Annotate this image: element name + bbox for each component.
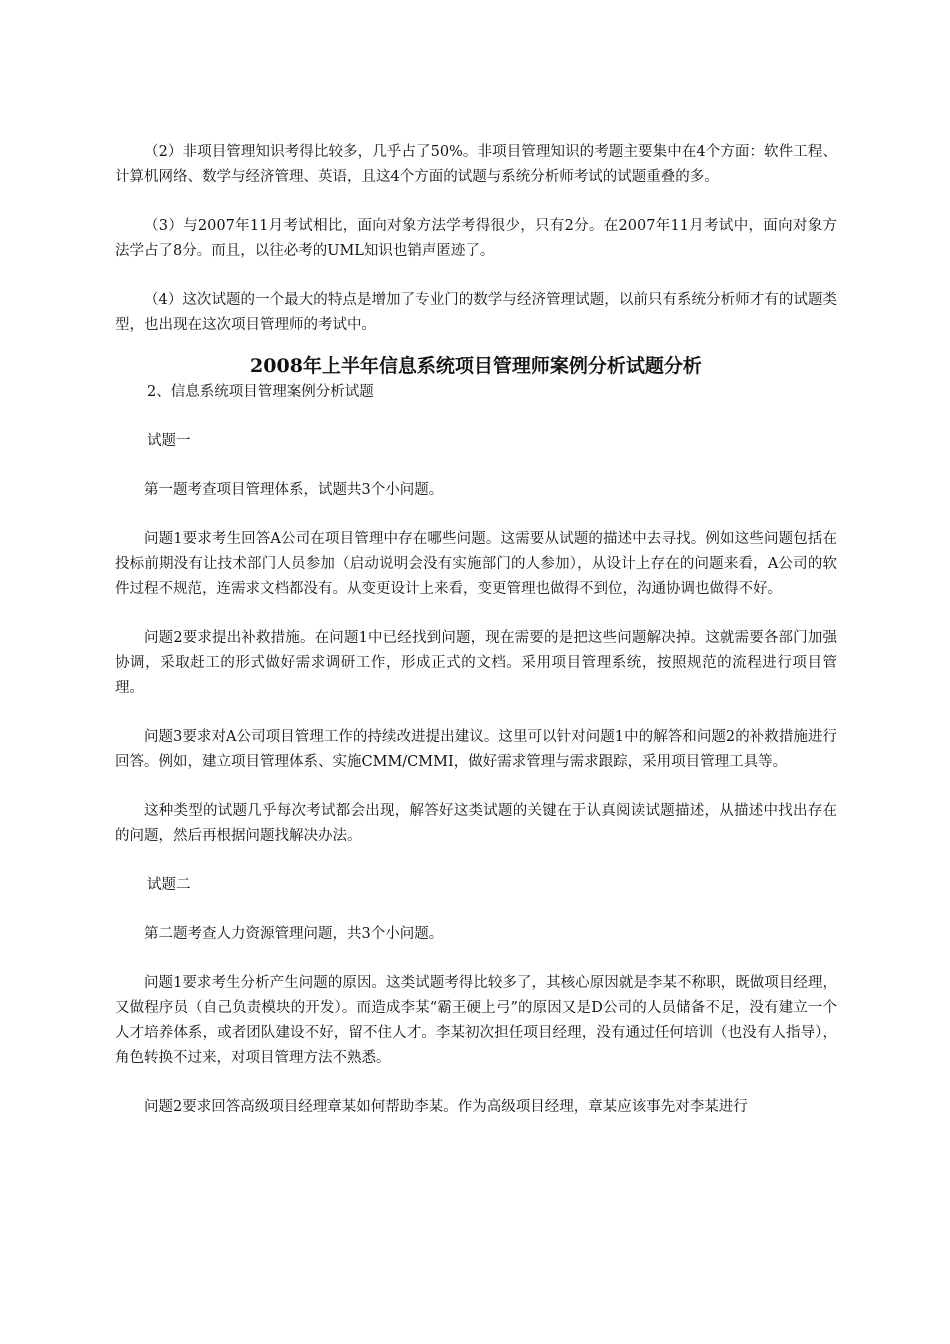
question-1-intro: 第一题考查项目管理体系，试题共3个小问题。 [144,482,444,498]
question-1-problem-2: 问题2要求提出补救措施。在问题1中已经找到问题，现在需要的是把这些问题解决掉。这就需要各部门加强协调，采取赶工的形式做好需求调研工作，形成正式的文档。采用项目管理系统，按照规范的流程进行项目管理。 [115,630,837,696]
question-1-problem-3: 问题3要求对A公司项目管理工作的持续改进提出建议。这里可以针对问题1中的解答和问题2的补救措施进行回答。例如，建立项目管理体系、实施CMM/CMMI，做好需求管理与需求跟踪，采用项目管理工具等。 [115,729,837,770]
paragraph-point-4: （4）这次试题的一个最大的特点是增加了专业门的数学与经济管理试题，以前只有系统分析师才有的试题类型，也出现在这次项目管理师的考试中。 [115,292,837,333]
section-title: 2008年上半年信息系统项目管理师案例分析试题分析 [250,355,702,377]
question-1-heading: 试题一 [147,433,191,449]
section-subtitle: 2、信息系统项目管理案例分析试题 [147,384,374,400]
paragraph-point-2: （2）非项目管理知识考得比较多，几乎占了50%。非项目管理知识的考题主要集中在4个方面：软件工程、计算机网络、数学与经济管理、英语，且这4个方面的试题与系统分析师考试的试题重叠的多。 [115,144,837,185]
question-2-problem-1: 问题1要求考生分析产生问题的原因。这类试题考得比较多了，其核心原因就是李某不称职，既做项目经理，又做程序员（自己负责模块的开发）。而造成李某“霸王硬上弓”的原因又是D公司的人员储备不足，没有建立一个人才培养体系，或者团队建设不好，留不住人才。李某初次担任项目经理，没有通过任何培训（也没有人指导），角色转换不过来，对项目管理方法不熟悉。 [115,975,837,1066]
question-2-intro: 第二题考查人力资源管理问题，共3个小问题。 [144,926,444,942]
question-1-problem-1: 问题1要求考生回答A公司在项目管理中存在哪些问题。这需要从试题的描述中去寻找。例如这些问题包括在投标前期没有让技术部门人员参加（启动说明会没有实施部门的人参加），从设计上存在的问题来看，A公司的软件过程不规范，连需求文档都没有。从变更设计上来看，变更管理也做得不到位，沟通协调也做得不好。 [115,531,837,597]
document-page [115,140,837,1144]
paragraph-point-3: （3）与2007年11月考试相比，面向对象方法学考得很少，只有2分。在2007年11月考试中，面向对象方法学占了8分。而且，以往必考的UML知识也销声匿迹了。 [115,218,837,259]
question-2-problem-2: 问题2要求回答高级项目经理章某如何帮助李某。作为高级项目经理，章某应该事先对李某进行 [144,1099,748,1115]
question-1-summary: 这种类型的试题几乎每次考试都会出现，解答好这类试题的关键在于认真阅读试题描述，从描述中找出存在的问题，然后再根据问题找解决办法。 [115,803,837,844]
question-2-heading: 试题二 [147,877,191,893]
